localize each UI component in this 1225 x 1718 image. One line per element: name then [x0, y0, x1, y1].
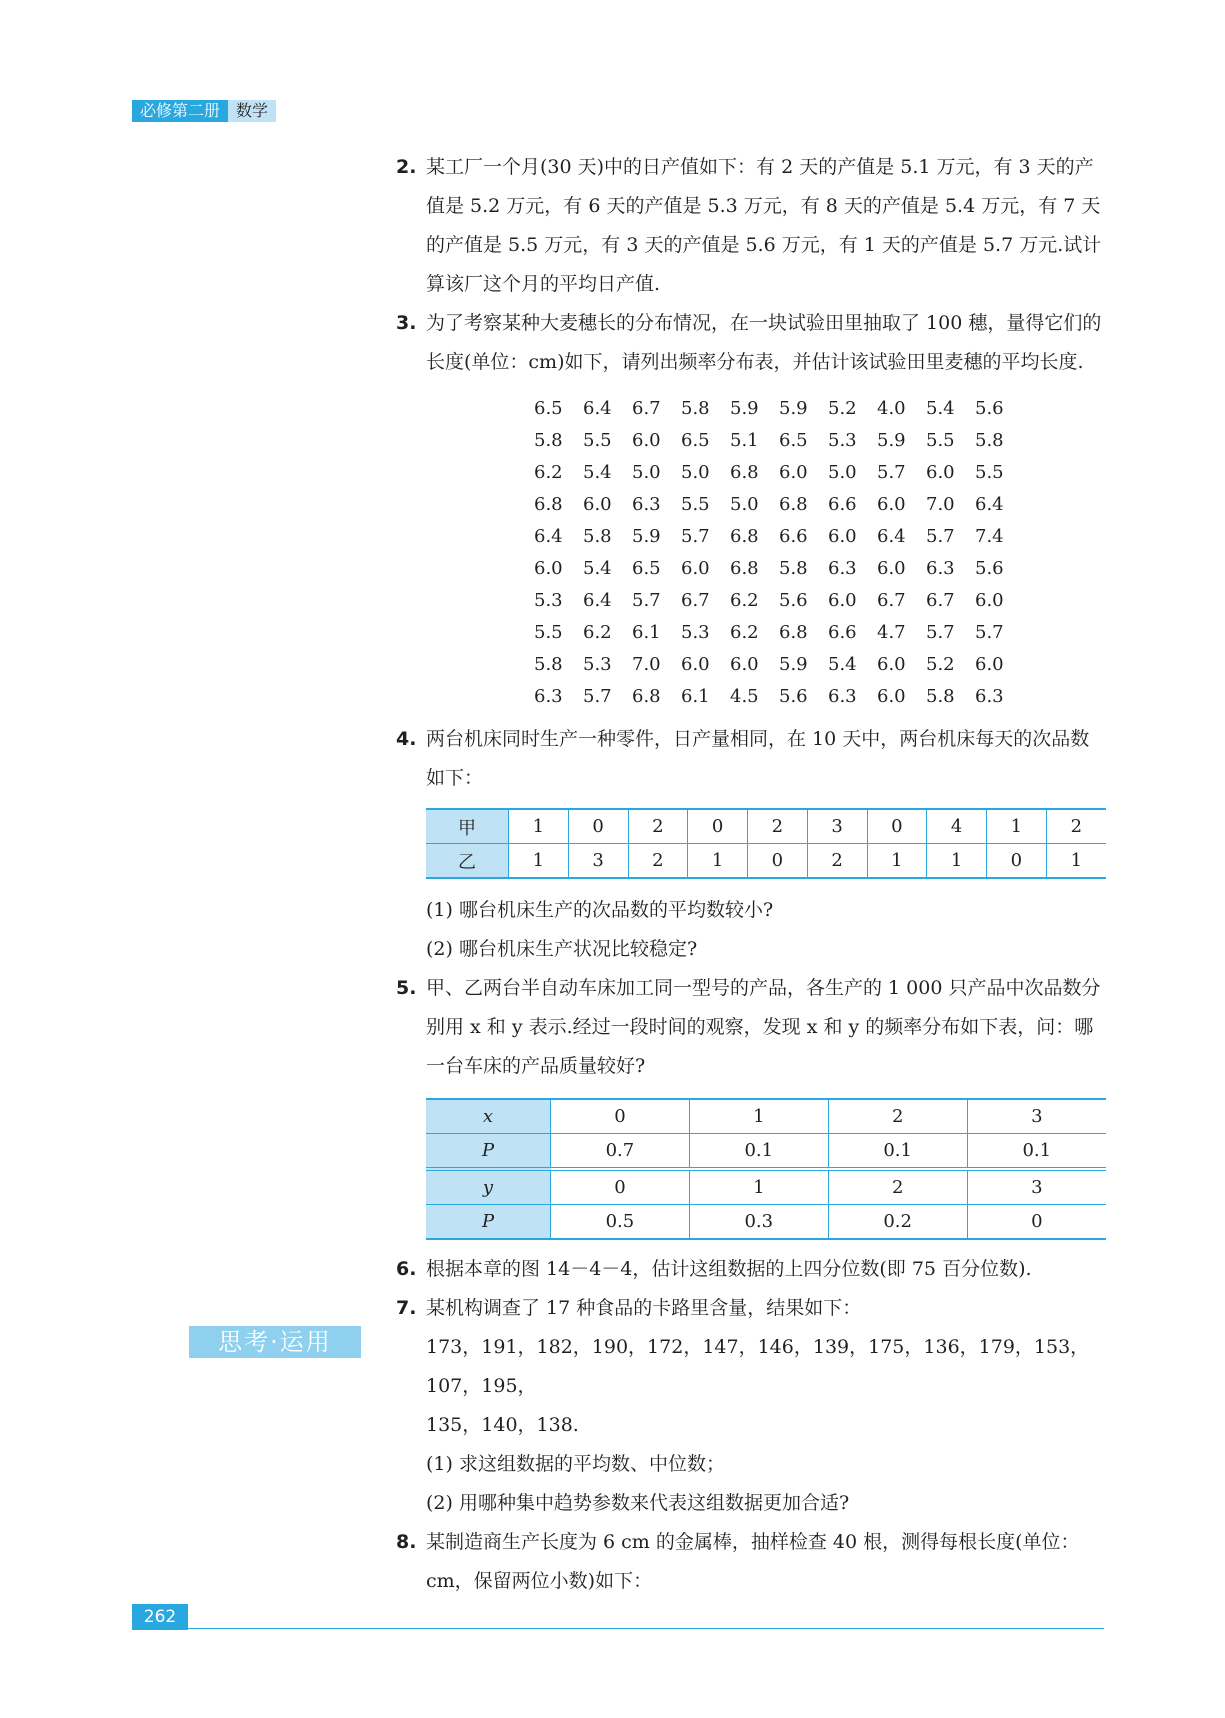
grid-cell: 5.7	[583, 685, 612, 707]
frequency-cell: 0.3	[689, 1205, 828, 1240]
problem-6	[396, 1250, 1104, 1289]
grid-cell: 5.7	[926, 525, 955, 547]
grid-cell: 6.6	[828, 493, 857, 515]
variable-label: x	[426, 1099, 551, 1134]
grid-cell: 5.7	[632, 589, 661, 611]
defect-count-cell: 2	[807, 844, 867, 879]
grid-cell: 6.8	[730, 461, 759, 483]
defect-count-cell: 0	[987, 844, 1047, 879]
grid-cell: 5.7	[681, 525, 710, 547]
frequency-cell: 0.2	[828, 1205, 967, 1240]
problem-number: 7.	[396, 1297, 417, 1319]
frequency-cell: 0.1	[689, 1134, 828, 1170]
grid-cell: 4.0	[877, 397, 906, 419]
grid-cell: 6.4	[583, 589, 612, 611]
grid-cell: 5.0	[828, 461, 857, 483]
defect-count-cell: 2	[628, 809, 688, 844]
grid-cell: 6.0	[779, 461, 808, 483]
defect-count-cell: 1	[509, 844, 569, 879]
variable-label: P	[426, 1134, 551, 1170]
machine-label: 乙	[426, 844, 509, 879]
calorie-data-line: 173，191，182，190，172，147，146，139，175，136，179，153，107，195，	[426, 1336, 1090, 1397]
grid-cell: 6.6	[779, 525, 808, 547]
grid-cell: 6.0	[583, 493, 612, 515]
grid-cell: 5.9	[779, 397, 808, 419]
problem-4	[396, 720, 1104, 798]
problem-text: 某机构调查了 17 种食品的卡路里含量，结果如下：	[426, 1297, 862, 1319]
grid-cell: 6.0	[828, 525, 857, 547]
grid-cell: 5.4	[583, 557, 612, 579]
grid-cell: 6.0	[877, 493, 906, 515]
grid-cell: 6.2	[534, 461, 563, 483]
page-number: 262	[132, 1604, 188, 1630]
grid-cell: 6.0	[877, 653, 906, 675]
frequency-cell: 0.1	[967, 1134, 1106, 1170]
grid-cell: 5.3	[828, 429, 857, 451]
sub-question: (1) 哪台机床生产的次品数的平均数较小?	[426, 899, 774, 921]
grid-cell: 6.0	[681, 557, 710, 579]
problem-text: 甲、乙两台半自动车床加工同一型号的产品，各生产的 1 000 只产品中次品数分别用 x 和 y 表示.经过一段时间的观察，发现 x 和 y 的频率分布如下表，问：哪一台车床的产品质量较好?	[426, 977, 1101, 1077]
grid-cell: 5.8	[534, 653, 563, 675]
frequency-cell: 3	[967, 1169, 1106, 1205]
grid-cell: 5.8	[534, 429, 563, 451]
book-header	[132, 100, 276, 122]
grid-cell: 5.5	[926, 429, 955, 451]
sub-question: (1) 求这组数据的平均数、中位数；	[426, 1453, 725, 1475]
defect-count-table	[426, 808, 1106, 879]
grid-cell: 6.8	[779, 493, 808, 515]
grid-cell: 6.8	[534, 493, 563, 515]
sub-question: (2) 哪台机床生产状况比较稳定?	[426, 938, 698, 960]
frequency-row	[426, 1205, 1106, 1240]
grid-cell: 6.4	[534, 525, 563, 547]
frequency-cell: 0.5	[551, 1205, 690, 1240]
grid-row	[534, 616, 1024, 648]
frequency-cell: 1	[689, 1169, 828, 1205]
frequency-row	[426, 1169, 1106, 1205]
defect-count-cell: 2	[628, 844, 688, 879]
grid-cell: 5.4	[926, 397, 955, 419]
problem-text: 某制造商生产长度为 6 cm 的金属棒，抽样检查 40 根，测得每根长度(单位：cm，保留两位小数)如下：	[426, 1531, 1080, 1592]
frequency-cell: 0.1	[828, 1134, 967, 1170]
grid-cell: 5.5	[583, 429, 612, 451]
defect-count-cell: 1	[987, 809, 1047, 844]
grid-cell: 5.8	[926, 685, 955, 707]
problem-number: 2.	[396, 156, 417, 178]
grid-cell: 4.5	[730, 685, 759, 707]
grid-cell: 5.4	[828, 653, 857, 675]
frequency-cell: 2	[828, 1169, 967, 1205]
defect-count-cell: 1	[867, 844, 927, 879]
problem-3	[396, 304, 1104, 382]
grid-cell: 6.7	[877, 589, 906, 611]
grid-cell: 6.4	[583, 397, 612, 419]
grid-cell: 5.5	[975, 461, 1004, 483]
grid-cell: 7.0	[926, 493, 955, 515]
defect-count-cell: 1	[688, 844, 748, 879]
footer-divider	[132, 1628, 1104, 1629]
exercise-content	[396, 148, 1104, 1601]
grid-row	[534, 424, 1024, 456]
grid-row	[534, 456, 1024, 488]
grid-cell: 4.7	[877, 621, 906, 643]
problem-text: 根据本章的图 14－4－4，估计这组数据的上四分位数(即 75 百分位数).	[426, 1258, 1032, 1280]
grid-cell: 6.4	[877, 525, 906, 547]
frequency-row	[426, 1099, 1106, 1134]
frequency-cell: 2	[828, 1099, 967, 1134]
grid-cell: 5.8	[779, 557, 808, 579]
grid-cell: 6.0	[877, 557, 906, 579]
defect-count-cell: 0	[568, 809, 628, 844]
grid-cell: 6.3	[632, 493, 661, 515]
calorie-data-line: 135，140，138.	[426, 1414, 579, 1436]
grid-cell: 5.7	[926, 621, 955, 643]
grid-cell: 6.1	[681, 685, 710, 707]
grid-cell: 6.3	[534, 685, 563, 707]
frequency-row	[426, 1134, 1106, 1170]
defect-count-cell: 4	[927, 809, 987, 844]
defect-count-cell: 1	[509, 809, 569, 844]
grid-cell: 5.6	[975, 397, 1004, 419]
grid-row	[534, 520, 1024, 552]
grid-cell: 6.7	[681, 589, 710, 611]
problem-number: 3.	[396, 312, 417, 334]
problem-text: 某工厂一个月(30 天)中的日产值如下：有 2 天的产值是 5.1 万元，有 3 天的产值是 5.2 万元，有 6 天的产值是 5.3 万元，有 8 天的产值是 5.4 万元，有 7 天的产值是 5.5 万元，有 3 天的产值是 5.6 万元，有 1 天的产值是 5.7 万元.试计算该厂这个月的平均日产值.	[426, 156, 1102, 295]
grid-cell: 6.2	[730, 589, 759, 611]
grid-row	[534, 392, 1024, 424]
frequency-cell: 1	[689, 1099, 828, 1134]
grid-cell: 5.8	[583, 525, 612, 547]
machine-label: 甲	[426, 809, 509, 844]
defect-count-cell: 3	[568, 844, 628, 879]
grid-cell: 6.5	[681, 429, 710, 451]
grid-cell: 5.9	[632, 525, 661, 547]
grid-cell: 6.7	[926, 589, 955, 611]
grid-cell: 6.0	[926, 461, 955, 483]
grid-cell: 7.4	[975, 525, 1004, 547]
grid-cell: 6.3	[828, 685, 857, 707]
grid-cell: 5.8	[975, 429, 1004, 451]
grid-cell: 6.7	[632, 397, 661, 419]
grid-cell: 5.7	[975, 621, 1004, 643]
subject-title: 数学	[228, 100, 276, 122]
grid-cell: 5.3	[583, 653, 612, 675]
section-label: 思考·运用	[189, 1326, 361, 1358]
grid-cell: 5.8	[681, 397, 710, 419]
grid-cell: 6.8	[632, 685, 661, 707]
grid-cell: 5.5	[534, 621, 563, 643]
grid-cell: 6.0	[534, 557, 563, 579]
grid-cell: 5.6	[779, 685, 808, 707]
machine-row	[426, 809, 1106, 844]
grid-cell: 6.0	[975, 653, 1004, 675]
grid-cell: 6.8	[730, 557, 759, 579]
grid-row	[534, 488, 1024, 520]
grid-cell: 5.9	[877, 429, 906, 451]
defect-count-cell: 2	[748, 809, 808, 844]
grid-cell: 6.0	[632, 429, 661, 451]
frequency-cell: 3	[967, 1099, 1106, 1134]
grid-cell: 6.0	[877, 685, 906, 707]
book-title: 必修第二册	[132, 100, 228, 122]
grid-cell: 6.3	[926, 557, 955, 579]
variable-label: P	[426, 1205, 551, 1240]
grid-cell: 5.2	[828, 397, 857, 419]
grid-cell: 5.9	[779, 653, 808, 675]
frequency-table	[426, 1098, 1106, 1240]
problem-number: 4.	[396, 728, 417, 750]
grid-cell: 6.0	[681, 653, 710, 675]
frequency-cell: 0	[551, 1099, 690, 1134]
frequency-cell: 0.7	[551, 1134, 690, 1170]
defect-count-cell: 3	[807, 809, 867, 844]
grid-cell: 6.5	[779, 429, 808, 451]
grid-cell: 5.4	[583, 461, 612, 483]
grid-cell: 5.0	[681, 461, 710, 483]
grid-row	[534, 648, 1024, 680]
grid-row	[534, 584, 1024, 616]
problem-2	[396, 148, 1104, 304]
grid-cell: 5.9	[730, 397, 759, 419]
variable-label: y	[426, 1169, 551, 1205]
grid-cell: 6.5	[632, 557, 661, 579]
grid-cell: 6.8	[730, 525, 759, 547]
grid-cell: 7.0	[632, 653, 661, 675]
grid-cell: 6.3	[975, 685, 1004, 707]
grid-cell: 6.1	[632, 621, 661, 643]
grid-cell: 6.6	[828, 621, 857, 643]
grid-cell: 5.7	[877, 461, 906, 483]
problem-number: 8.	[396, 1531, 417, 1553]
grid-cell: 6.0	[828, 589, 857, 611]
grid-cell: 5.6	[975, 557, 1004, 579]
problem-number: 6.	[396, 1258, 417, 1280]
frequency-cell: 0	[967, 1205, 1106, 1240]
grid-cell: 6.0	[975, 589, 1004, 611]
defect-count-cell: 0	[688, 809, 748, 844]
grid-cell: 6.8	[779, 621, 808, 643]
grid-row	[534, 680, 1024, 712]
length-data-grid	[534, 392, 1024, 712]
problem-text: 为了考察某种大麦穗长的分布情况，在一块试验田里抽取了 100 穗，量得它们的长度(单位：cm)如下，请列出频率分布表，并估计该试验田里麦穗的平均长度.	[426, 312, 1102, 373]
grid-cell: 6.4	[975, 493, 1004, 515]
problem-5	[396, 969, 1104, 1086]
defect-count-cell: 0	[867, 809, 927, 844]
grid-cell: 6.3	[828, 557, 857, 579]
grid-cell: 5.0	[632, 461, 661, 483]
sub-question: (2) 用哪种集中趋势参数来代表这组数据更加合适?	[426, 1492, 850, 1514]
grid-cell: 5.3	[681, 621, 710, 643]
problem-number: 5.	[396, 977, 417, 999]
grid-cell: 6.5	[534, 397, 563, 419]
machine-row	[426, 844, 1106, 879]
grid-cell: 5.0	[730, 493, 759, 515]
defect-count-cell: 1	[1046, 844, 1106, 879]
grid-cell: 5.3	[534, 589, 563, 611]
grid-row	[534, 552, 1024, 584]
defect-count-cell: 0	[748, 844, 808, 879]
frequency-cell: 0	[551, 1169, 690, 1205]
grid-cell: 5.5	[681, 493, 710, 515]
grid-cell: 5.1	[730, 429, 759, 451]
grid-cell: 5.2	[926, 653, 955, 675]
defect-count-cell: 1	[927, 844, 987, 879]
grid-cell: 5.6	[779, 589, 808, 611]
problem-7	[396, 1289, 1104, 1328]
grid-cell: 6.2	[583, 621, 612, 643]
problem-text: 两台机床同时生产一种零件，日产量相同，在 10 天中，两台机床每天的次品数如下：	[426, 728, 1090, 789]
problem-8	[396, 1523, 1104, 1601]
grid-cell: 6.0	[730, 653, 759, 675]
grid-cell: 6.2	[730, 621, 759, 643]
defect-count-cell: 2	[1046, 809, 1106, 844]
